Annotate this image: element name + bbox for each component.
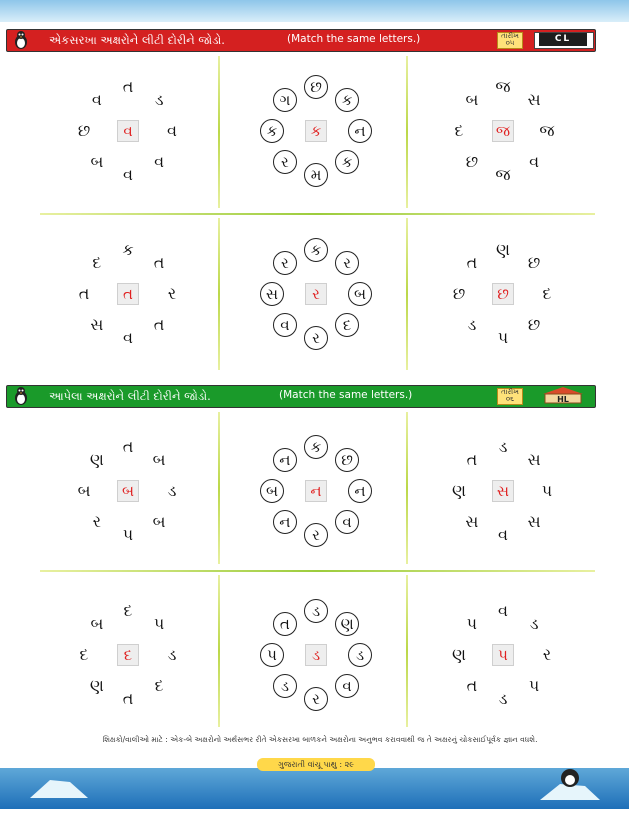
ring-letter[interactable]: ડ bbox=[167, 481, 177, 500]
section1-banner bbox=[6, 29, 596, 52]
ring-letter[interactable]: ણ bbox=[496, 240, 510, 259]
house-icon bbox=[537, 386, 589, 404]
ring-letter[interactable]: ત bbox=[153, 252, 165, 272]
ring-letter[interactable]: સ bbox=[260, 282, 284, 306]
ring-letter[interactable]: બ bbox=[152, 512, 166, 532]
grid-divider bbox=[40, 213, 595, 215]
ring-letter[interactable]: ડ bbox=[498, 689, 508, 708]
center-letter: પ bbox=[492, 644, 514, 666]
ring-letter[interactable]: જ bbox=[539, 121, 555, 140]
center-letter: વ bbox=[117, 120, 139, 142]
ring-letter[interactable]: ડ bbox=[467, 315, 477, 335]
ring-letter[interactable]: સ bbox=[527, 512, 541, 532]
ring-letter[interactable]: સ bbox=[90, 315, 104, 335]
ring-letter[interactable]: ન bbox=[273, 510, 297, 534]
section1-title-english: (Match the same letters.) bbox=[287, 33, 421, 45]
svg-text:HL: HL bbox=[557, 395, 569, 404]
ring-letter[interactable]: છ bbox=[335, 448, 359, 472]
ring-letter[interactable]: છ bbox=[452, 284, 466, 303]
ring-letter[interactable]: પ bbox=[466, 613, 478, 633]
ring-letter[interactable]: વ bbox=[91, 89, 102, 109]
center-letter: ડ bbox=[305, 644, 327, 666]
grid-divider bbox=[218, 412, 220, 564]
grid-divider bbox=[218, 56, 220, 208]
section1-code: CL bbox=[539, 33, 587, 46]
ring-letter[interactable]: ત bbox=[273, 612, 297, 636]
ring-letter[interactable]: પ bbox=[541, 481, 553, 500]
ring-letter[interactable]: બ bbox=[348, 282, 372, 306]
ring-letter[interactable]: વ bbox=[123, 165, 133, 184]
ring-letter[interactable]: વ bbox=[498, 601, 508, 620]
top-decor-strip bbox=[0, 0, 629, 22]
ring-letter[interactable]: ર bbox=[304, 523, 328, 547]
center-letter: જ bbox=[492, 120, 514, 142]
ring-letter[interactable]: ક bbox=[335, 88, 359, 112]
grid-divider bbox=[406, 412, 408, 564]
ring-letter[interactable]: બ bbox=[260, 479, 284, 503]
ring-letter[interactable]: ક bbox=[304, 435, 328, 459]
section2-title-gujarati: આપેલા અક્ષરોને લીટી દોરીને જોડો. bbox=[49, 389, 211, 403]
ring-letter[interactable]: જ bbox=[495, 77, 511, 96]
ring-letter[interactable]: ત bbox=[122, 77, 134, 96]
ring-letter[interactable]: પ bbox=[528, 676, 540, 696]
ring-letter[interactable]: ન bbox=[348, 479, 372, 503]
ring-letter[interactable]: વ bbox=[498, 525, 508, 544]
ring-letter[interactable]: ડ bbox=[529, 613, 539, 633]
grid-divider bbox=[406, 575, 408, 727]
ring-letter[interactable]: દ bbox=[92, 252, 102, 272]
ring-letter[interactable]: પ bbox=[497, 328, 509, 347]
ring-letter[interactable]: પ bbox=[260, 643, 284, 667]
center-letter: ર bbox=[305, 283, 327, 305]
ring-letter[interactable]: ક bbox=[260, 119, 284, 143]
section1-date-tag: તારીખ ૦૫ bbox=[497, 32, 523, 49]
section2-date-tag: તારીખ ૦૬ bbox=[497, 388, 523, 405]
grid-divider bbox=[218, 218, 220, 370]
ring-letter[interactable]: વ bbox=[273, 313, 297, 337]
center-letter: બ bbox=[117, 480, 139, 502]
penguin-mascot-icon bbox=[13, 30, 29, 50]
ring-letter[interactable]: છ bbox=[77, 121, 91, 140]
ring-letter[interactable]: દ bbox=[79, 645, 89, 664]
ring-letter[interactable]: દ bbox=[154, 676, 164, 696]
ring-letter[interactable]: ર bbox=[273, 251, 297, 275]
center-letter: છ bbox=[492, 283, 514, 305]
ring-letter[interactable]: ડ bbox=[273, 674, 297, 698]
center-letter: ન bbox=[305, 480, 327, 502]
ring-letter[interactable]: ડ bbox=[348, 643, 372, 667]
section2-title-english: (Match the same letters.) bbox=[279, 389, 413, 401]
ring-letter[interactable]: ર bbox=[167, 284, 177, 303]
ring-letter[interactable]: ણ bbox=[452, 645, 466, 664]
ring-letter[interactable]: ત bbox=[153, 315, 165, 335]
ring-letter[interactable]: બ bbox=[90, 152, 104, 172]
ring-letter[interactable]: ત bbox=[122, 437, 134, 456]
ring-letter[interactable]: ગ bbox=[273, 88, 297, 112]
ring-letter[interactable]: ડ bbox=[498, 437, 508, 456]
ring-letter[interactable]: મ bbox=[304, 163, 328, 187]
center-letter: ક bbox=[305, 120, 327, 142]
ring-letter[interactable]: છ bbox=[527, 315, 541, 335]
ring-letter[interactable]: ત bbox=[466, 676, 478, 696]
ring-letter[interactable]: બ bbox=[90, 613, 104, 633]
grid-divider bbox=[406, 56, 408, 208]
ring-letter[interactable]: વ bbox=[123, 328, 133, 347]
ring-letter[interactable]: છ bbox=[304, 75, 328, 99]
ring-letter[interactable]: છ bbox=[527, 252, 541, 272]
center-letter: સ bbox=[492, 480, 514, 502]
ring-letter[interactable]: ડ bbox=[154, 89, 164, 109]
center-letter: ત bbox=[117, 283, 139, 305]
center-letter: દ bbox=[117, 644, 139, 666]
ring-letter[interactable]: ડ bbox=[167, 645, 177, 664]
grid-divider bbox=[218, 575, 220, 727]
page-footer-label: ગુજરાતી વાંચૂ પાથુ : ૨૯ bbox=[257, 758, 375, 771]
ring-letter[interactable]: વ bbox=[335, 510, 359, 534]
ring-letter[interactable]: બ bbox=[77, 481, 91, 500]
ring-letter[interactable]: ન bbox=[273, 448, 297, 472]
ring-letter[interactable]: દ bbox=[454, 121, 464, 140]
ring-letter[interactable]: વ bbox=[154, 152, 165, 172]
ring-letter[interactable]: દ bbox=[335, 313, 359, 337]
ring-letter[interactable]: સ bbox=[527, 449, 541, 469]
ring-letter[interactable]: સ bbox=[465, 512, 479, 532]
ring-letter[interactable]: ણ bbox=[335, 612, 359, 636]
ring-letter[interactable]: ર bbox=[335, 251, 359, 275]
ring-letter[interactable]: ણ bbox=[89, 449, 104, 469]
penguin-mascot-icon bbox=[13, 386, 29, 406]
ring-letter[interactable]: પ bbox=[153, 613, 165, 633]
ring-letter[interactable]: બ bbox=[465, 89, 479, 109]
ring-letter[interactable]: ણ bbox=[452, 481, 466, 500]
iceberg-decor bbox=[0, 768, 629, 809]
ring-letter[interactable]: ર bbox=[304, 687, 328, 711]
section2-banner bbox=[6, 385, 596, 408]
ring-letter[interactable]: જ bbox=[495, 165, 511, 184]
ring-letter[interactable]: છ bbox=[465, 152, 479, 172]
ring-letter[interactable]: વ bbox=[167, 121, 177, 140]
ring-letter[interactable]: ર bbox=[304, 326, 328, 350]
ring-letter[interactable]: દ bbox=[542, 284, 552, 303]
ring-letter[interactable]: ત bbox=[78, 284, 90, 303]
grid-divider bbox=[406, 218, 408, 370]
ring-letter[interactable]: વ bbox=[335, 674, 359, 698]
ring-letter[interactable]: ર bbox=[273, 150, 297, 174]
ring-letter[interactable]: દ bbox=[123, 601, 133, 620]
ring-letter[interactable]: ત bbox=[466, 252, 478, 272]
ring-letter[interactable]: સ bbox=[527, 89, 541, 109]
ring-letter[interactable]: ક bbox=[335, 150, 359, 174]
ring-letter[interactable]: વ bbox=[529, 152, 540, 172]
ring-letter[interactable]: ક bbox=[122, 240, 134, 259]
ring-letter[interactable]: ણ bbox=[89, 676, 104, 696]
grid-divider bbox=[40, 570, 595, 572]
ring-letter[interactable]: ર bbox=[92, 512, 102, 532]
teacher-note: શિક્ષકો/વાલીઓ માટે : એક-બે અક્ષરોનો અર્થસભર રીતે એકસરખા બાળકને અક્ષરોના અનુભવ કરાવવાથી જ તે અક્ષરનું ચોકસાઈપૂર્વક જ્ઞાન વધશે. bbox=[102, 735, 538, 744]
ring-letter[interactable]: પ bbox=[122, 525, 134, 544]
ring-letter[interactable]: ન bbox=[348, 119, 372, 143]
ring-letter[interactable]: ક bbox=[304, 238, 328, 262]
sea-decor bbox=[0, 768, 629, 809]
ring-letter[interactable]: ર bbox=[542, 645, 552, 664]
ring-letter[interactable]: ત bbox=[122, 689, 134, 708]
section1-title-gujarati: એકસરખા અક્ષરોને લીટી દોરીને જોડો. bbox=[49, 33, 225, 47]
ring-letter[interactable]: ત bbox=[466, 449, 478, 469]
ring-letter[interactable]: ડ bbox=[304, 599, 328, 623]
ring-letter[interactable]: બ bbox=[152, 449, 166, 469]
